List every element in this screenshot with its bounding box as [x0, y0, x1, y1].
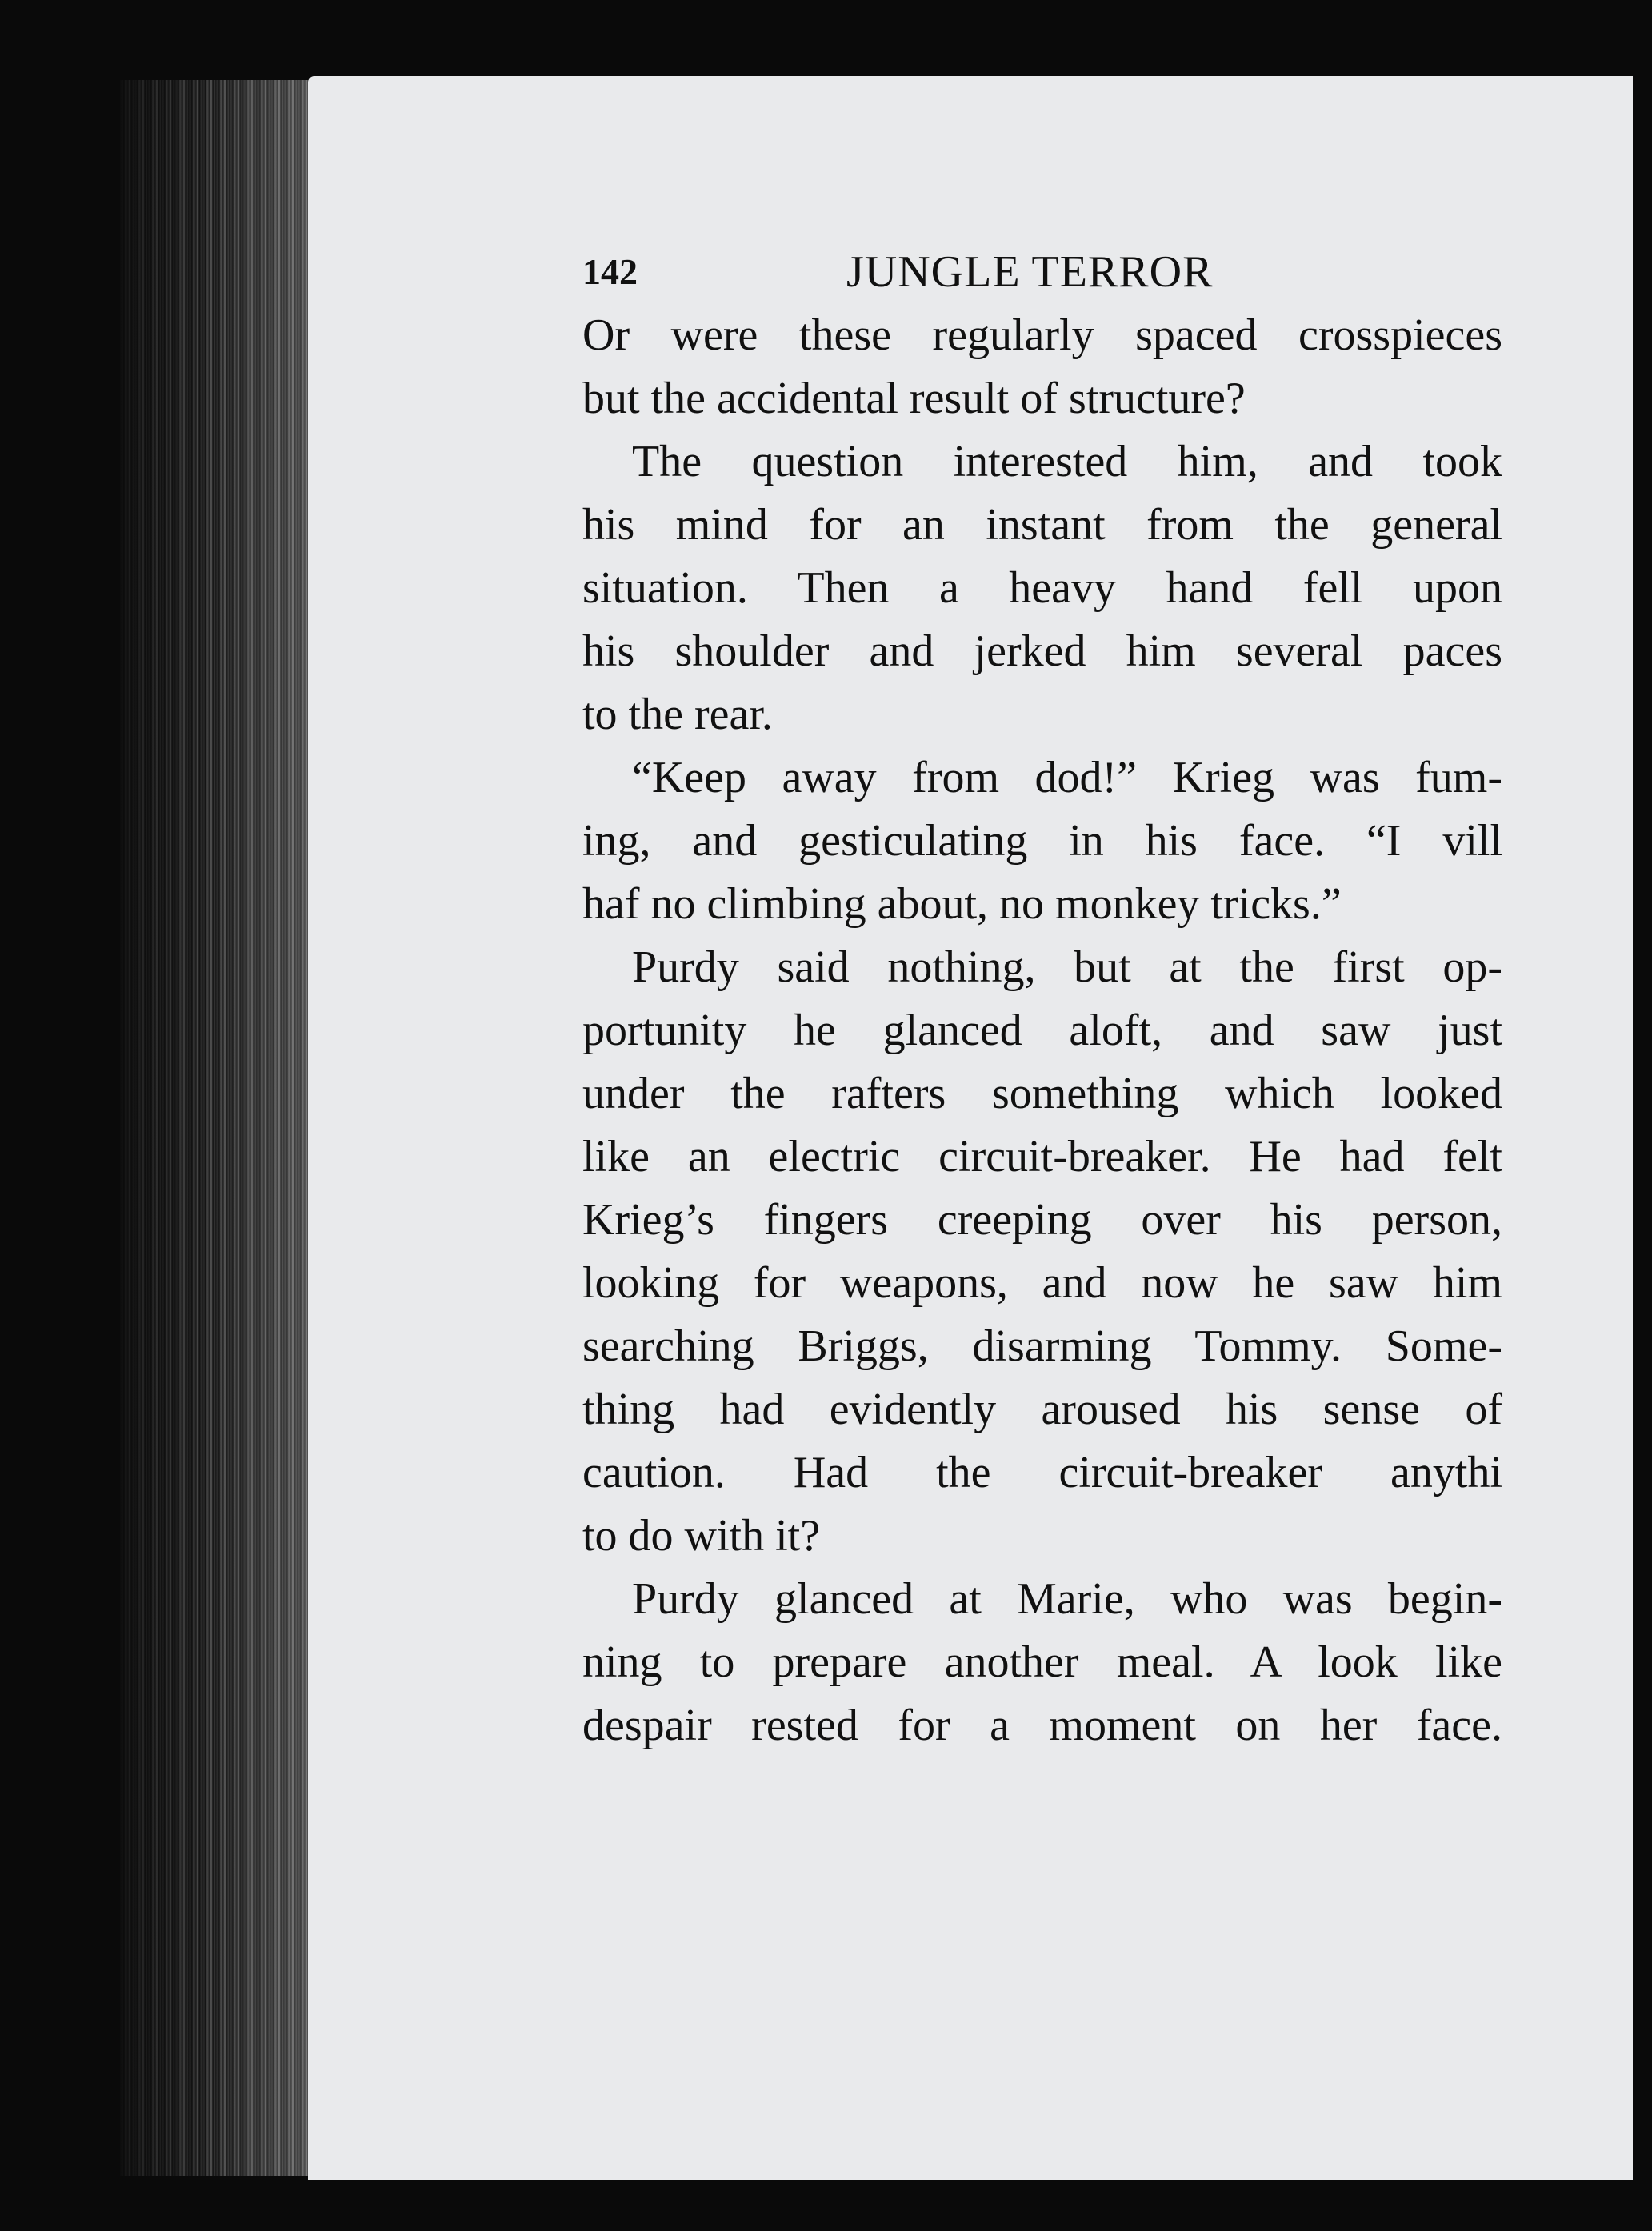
running-head	[582, 240, 1502, 304]
text-line: Or were these regularly spaced crosspieces	[582, 310, 1502, 360]
text-line: looking for weapons, and now he saw him	[582, 1258, 1502, 1308]
text-line: searching Briggs, disarming Tommy. Some-	[582, 1321, 1502, 1371]
text-line: like an electric circuit-breaker. He had felt	[582, 1132, 1502, 1181]
text-line: Purdy said nothing, but at the first op-	[632, 942, 1502, 992]
text-line: his shoulder and jerked him several paces	[582, 626, 1502, 676]
text-line: “Keep away from dod!” Krieg was fum-	[632, 753, 1502, 802]
text-line: to do with it?	[582, 1511, 821, 1561]
text-line: Krieg’s fingers creeping over his person,	[582, 1195, 1502, 1245]
bottom-scan-border	[0, 2180, 1652, 2231]
text-line: Purdy glanced at Marie, who was begin-	[632, 1574, 1502, 1624]
page-edges-shading	[120, 80, 312, 2176]
text-line: haf no climbing about, no monkey tricks.”	[582, 879, 1342, 929]
text-line: The question interested him, and took	[632, 437, 1502, 486]
right-scan-border	[1633, 76, 1652, 2188]
text-line: thing had evidently aroused his sense of	[582, 1385, 1502, 1434]
text-line: his mind for an instant from the general	[582, 500, 1502, 550]
body-text	[582, 304, 1502, 1757]
text-line: situation. Then a heavy hand fell upon	[582, 563, 1502, 613]
text-line: ning to prepare another meal. A look like	[582, 1637, 1502, 1687]
text-line: to the rear.	[582, 690, 773, 739]
text-line: under the rafters something which looked	[582, 1069, 1502, 1118]
page-text-block	[582, 240, 1502, 1757]
text-line: caution. Had the circuit-breaker anythi	[582, 1448, 1502, 1497]
text-line: but the accidental result of structure?	[582, 374, 1246, 423]
text-line: despair rested for a moment on her face.	[582, 1701, 1502, 1750]
running-title: JUNGLE TERROR	[846, 247, 1214, 297]
text-line: ing, and gesticulating in his face. “I vill	[582, 816, 1502, 866]
page-number: 142	[582, 251, 638, 292]
text-line: portunity he glanced aloft, and saw just	[582, 1006, 1502, 1055]
